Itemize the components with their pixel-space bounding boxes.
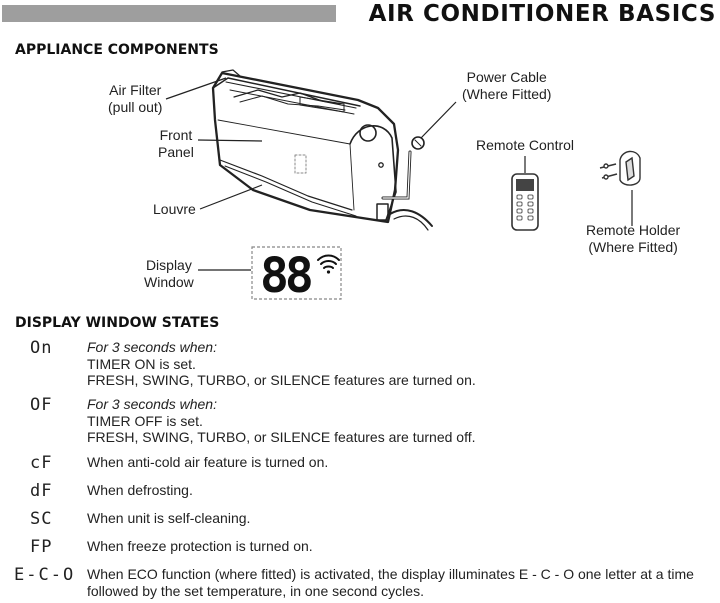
state-description: For 3 seconds when: TIMER OFF is set. FRESH, SWING, TURBO, or SILENCE features are turned off. xyxy=(87,396,476,445)
page-title: AIR CONDITIONER BASICS xyxy=(368,1,716,27)
air-filter-label: Air Filter (pull out) xyxy=(108,82,163,115)
display-window-illustration xyxy=(252,247,341,304)
state-row-eco xyxy=(14,566,720,602)
state-row-cf xyxy=(14,454,720,474)
state-description: When freeze protection is turned on. xyxy=(87,538,313,554)
state-description: When ECO function (where fitted) is activated, the display illuminates E - C - O one letter at a time followed by the set temperature, in one second cycles. xyxy=(87,566,694,599)
remote-holder-label: Remote Holder (Where Fitted) xyxy=(586,222,681,255)
state-code: On xyxy=(30,338,53,358)
power-cable-label: Power Cable (Where Fitted) xyxy=(462,69,552,102)
remote-holder-illustration xyxy=(600,151,640,185)
wifi-icon xyxy=(318,256,339,269)
display-window-states-heading: DISPLAY WINDOW STATES xyxy=(15,315,220,331)
state-code: FP xyxy=(30,537,53,557)
remote-control-illustration xyxy=(512,174,538,230)
state-code: SC xyxy=(30,509,53,529)
state-description: When anti-cold air feature is turned on. xyxy=(87,454,329,470)
display-window-label: Display Window xyxy=(144,257,194,290)
state-description: For 3 seconds when: TIMER ON is set. FRESH, SWING, TURBO, or SILENCE features are turned on. xyxy=(87,339,476,388)
state-row-fp xyxy=(14,538,720,558)
state-description: When unit is self-cleaning. xyxy=(87,510,251,526)
appliance-components-heading: APPLIANCE COMPONENTS xyxy=(15,42,219,58)
display-digits: 88 xyxy=(260,248,310,304)
state-row-df xyxy=(14,482,720,502)
state-code: dF xyxy=(30,481,53,501)
front-panel-label: Front Panel xyxy=(158,127,194,160)
indoor-unit-illustration xyxy=(213,70,398,222)
state-row-of xyxy=(14,396,720,446)
state-code: E-C-O xyxy=(14,565,76,585)
state-code: OF xyxy=(30,395,53,415)
state-description: When defrosting. xyxy=(87,482,193,498)
state-code: cF xyxy=(30,453,53,473)
remote-control-label: Remote Control xyxy=(476,137,575,153)
state-row-on xyxy=(14,339,720,389)
louvre-label: Louvre xyxy=(153,201,196,217)
state-row-sc xyxy=(14,510,720,530)
